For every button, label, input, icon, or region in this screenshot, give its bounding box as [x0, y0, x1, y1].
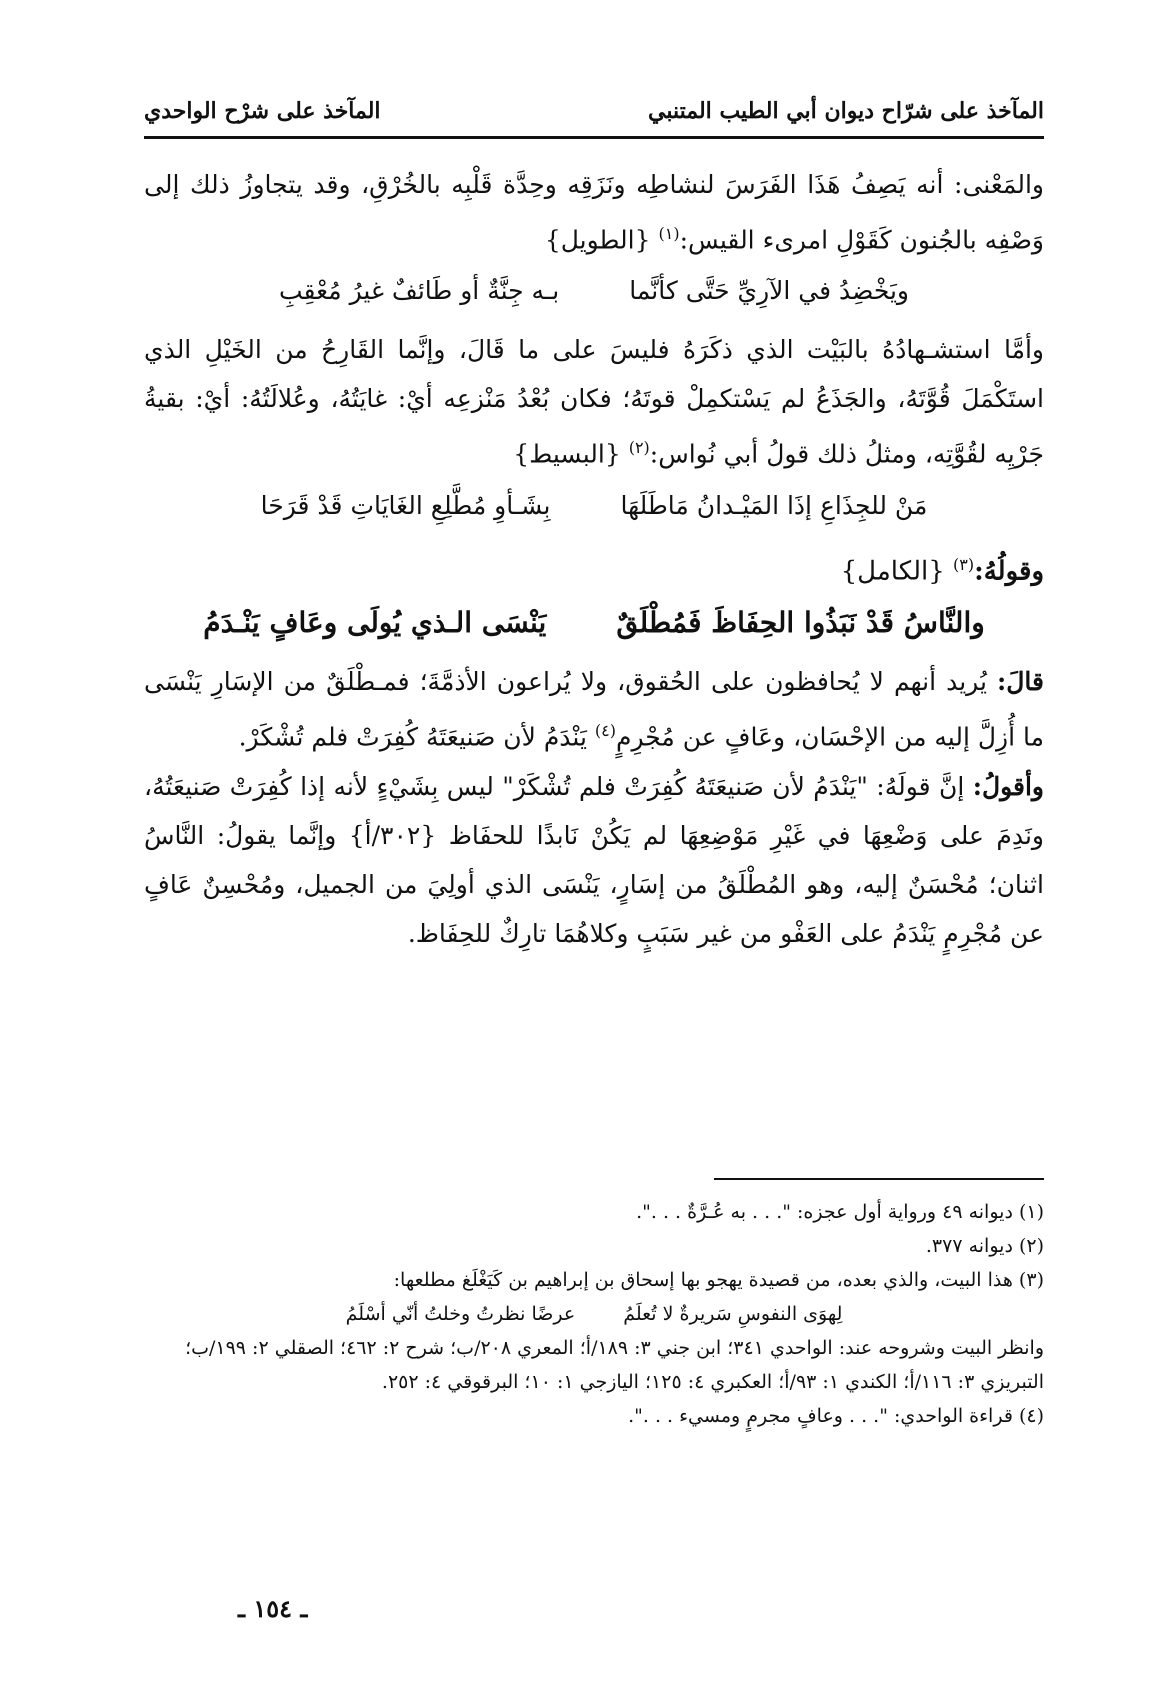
- footnote-3: (٣) هذا البيت، والذي بعده، من قصيدة يهجو بها إسحاق بن إبراهيم بن كَيَغْلَغ مطلعها:: [393, 1269, 1044, 1291]
- verse-first-hemistich: والنَّاسُ قَدْ نَبَذُوا الحِفَاظَ فَمُطْلَقٌ: [616, 606, 985, 640]
- footnote-ref-2: (٢): [628, 438, 650, 458]
- author-label: وأقولُ:: [972, 771, 1044, 801]
- meter-label: {الطويل}: [544, 225, 651, 255]
- paragraph-text: وأمَّا استشـهادُهُ بالبَيْت الذي ذكَرَهُ فليسَ على ما قَالَ، وإنَّما القَارِحُ من الخَيْلِ الذي استَكْمَلَ قُوَّتَهُ، والجَذَعُ لم يَسْتكمِلْ قوتَهُ؛ فكان بُعْدُ مَنْزعِه أيْ: غايَتُهُ، وعُلالَتُهُ: أيْ: بقيةُ جَرْيِه لقُوَّتِه، ومثلُ ذلك قولُ أبي نُواس:: [144, 335, 1044, 469]
- footnote-2: (٢) ديوانه ٣٧٧.: [925, 1235, 1044, 1257]
- poem-verse: [144, 266, 1044, 315]
- chapter-title-header: المآخذ على شرْح الواحدي: [144, 98, 381, 124]
- footnote-verse: [144, 1297, 1044, 1331]
- page-number: ـ ١٥٤ ـ: [238, 1594, 308, 1623]
- verse-first-hemistich: ويَخْضِدُ في الآرِيِّ حَتَّى كأنَّما: [629, 276, 910, 306]
- footnote-ref-1: (١): [658, 224, 680, 243]
- paragraph-commentary: [144, 657, 1044, 761]
- section-heading: [144, 540, 1044, 597]
- footnote-4: (٤) قراءة الواحدي: ". . . وعافٍ مجرمٍ ومسيء . . .".: [628, 1405, 1044, 1427]
- paragraph-text-cont: يَنْدَمُ لأن صَنيعَتَهُ كُفِرَتْ فلم تُشْكَرْ.: [238, 722, 587, 752]
- footnote-1: (١) ديوانه ٤٩ ورواية أول عجزه: ". . . به عُـرَّةٌ . . .".: [636, 1201, 1044, 1223]
- heading-label: وقولُهُ:: [974, 556, 1044, 587]
- main-text: [144, 160, 1044, 958]
- paragraph-meaning: [144, 160, 1044, 264]
- paragraph-text: إنَّ قولَهُ: "يَنْدَمُ لأن صَنيعَتَهُ كُفِرَتْ فلم تُشْكَرْ" ليس بِشَيْءٍ لأنه إذا كُفِرَتْ صَنيعَتُهُ، ونَدِمَ على وَضْعِهَا في غَيْرِ مَوْضِعِهَا لم يَكُنْ نَابذًا للحفَاظ {٣٠٢/أ} وإنَّما يقولُ: النَّاسُ اثنان؛ مُحْسَنٌ إليه، وهو المُطْلَقُ من إسَارٍ، يَنْسَى الذي أولِيَ من الجميل، ومُحْسِنٌ عَافٍ عن مُجْرِمٍ يَنْدَمُ على العَفْو من غير سَبَبٍ وكلاهُمَا تارِكٌ للحِفَاظ.: [144, 771, 1044, 948]
- poem-verse: [144, 481, 1044, 530]
- meter-label: {البسيط}: [513, 439, 621, 469]
- running-header: [144, 86, 1044, 139]
- paragraph-text: يُريد أنهم لا يُحافظون على الحُقوق، ولا يُراعون الأذمَّةَ؛ فمـطْلَقٌ من الإسَارِ يَنْسَى ما أُزِلَّ إليه من الإحْسَان، وعَافٍ عن مُجْرِمٍ: [144, 667, 1044, 752]
- commentary-label: قالَ:: [997, 667, 1044, 697]
- verse-first-hemistich: لِهوَى النفوسِ سَريرةٌ لا تُعلَمُ: [623, 1303, 843, 1325]
- footnotes: [144, 1195, 1044, 1433]
- verse-second-hemistich: بِشَـأوِ مُطَّلِعِ الغَايَاتِ قَدْ قَرَحَا: [260, 490, 551, 520]
- verse-first-hemistich: مَنْ للجِذَاعِ إذَا المَيْـدانُ مَاطَلَهَا: [620, 490, 928, 520]
- paragraph-author-view: [144, 762, 1044, 958]
- verse-second-hemistich: عرضًا نظرتُ وخلتُ أنّي أسْلَمُ: [345, 1303, 576, 1325]
- meter-label: {الكامل}: [840, 556, 945, 587]
- footnote-ref-4: (٤): [594, 721, 616, 741]
- paragraph-text: والمَعْنى: أنه يَصِفُ هَذَا الفَرَسَ لنشاطِه ونَزَقِه وحِدَّة قَلْبِه بالخُرْقِ، وقد يتجاوزُ ذلك إلى وَصْفِه بالجُنون كَقَوْلِ امرىء القيس:: [144, 170, 1044, 255]
- book-title-header: المآخذ على شرّاح ديوان أبي الطيب المتنبي: [648, 98, 1044, 124]
- verse-second-hemistich: بـه جِنَّةٌ أو طَائفٌ غيرُ مُعْقِبِ: [278, 276, 560, 306]
- paragraph-citation: [144, 325, 1044, 478]
- footnote-divider: [714, 1178, 1044, 1180]
- poem-verse-main: [144, 598, 1044, 647]
- footnote-3-references: وانظر البيت وشروحه عند: الواحدي ٣٤١؛ ابن جني ٣: ١٨٩/أ؛ المعري ٢٠٨/ب؛ شرح ٢: ٤٦٢؛ الصقلي ٢: ١٩٩/ب؛ التبريزي ٣: ١١٦/أ؛ الكندي ١: ٩٣/أ؛ العكبري ٤: ١٢٥؛ اليازجي ١: ١٠؛ البرقوقي ٤: ٢٥٢.: [185, 1337, 1044, 1393]
- verse-second-hemistich: يَنْسَى الـذي يُولَى وعَافٍ يَنْـدَمُ: [203, 606, 547, 640]
- footnote-ref-3: (٣): [953, 554, 975, 574]
